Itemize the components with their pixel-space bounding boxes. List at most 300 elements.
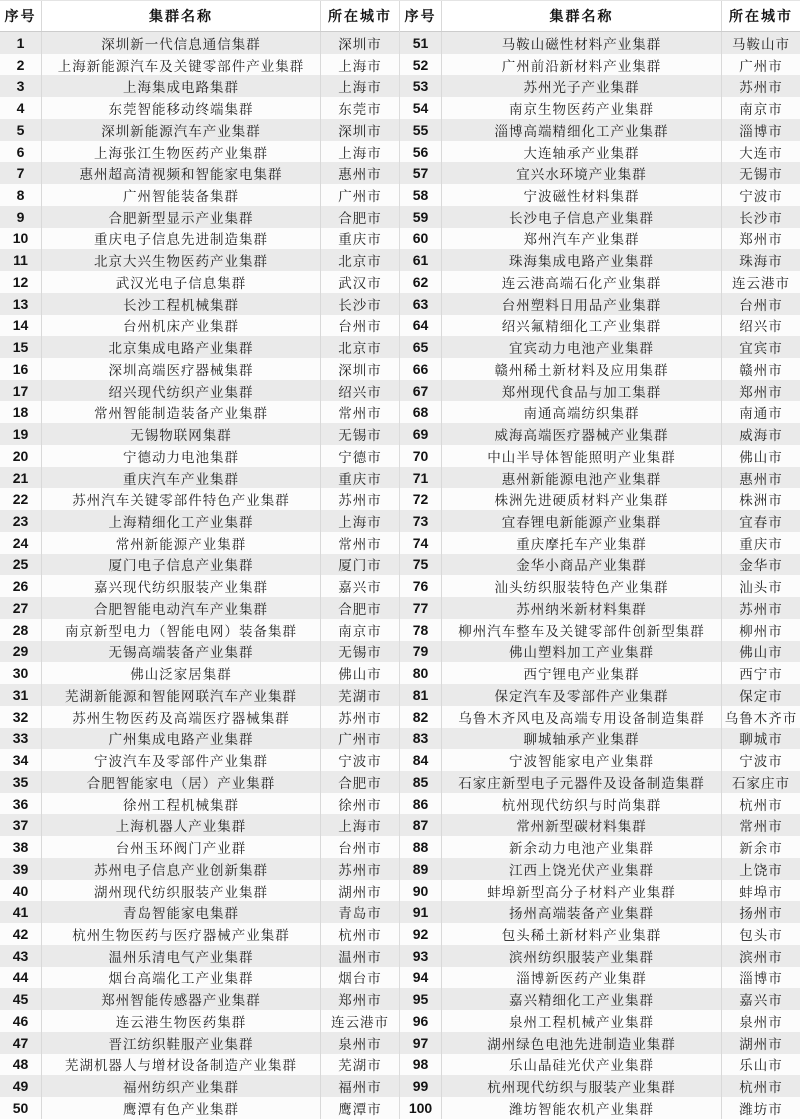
city-cell: 苏州市 [739,601,783,618]
table-row [400,858,800,880]
cluster-name-cell: 杭州现代纺织与时尚集群 [442,793,722,815]
cluster-name-cell: 徐州工程机械集群 [42,793,321,815]
table-row [0,771,399,793]
row-index-cell: 73 [400,510,442,532]
row-index-cell: 96 [400,1010,442,1032]
table-row [0,162,399,184]
cluster-name-cell: 上海集成电路集群 [42,75,321,97]
table-left-body [0,32,399,1119]
table-row [0,1032,399,1054]
cluster-name-cell: 郑州现代食品与加工集群 [442,380,722,402]
row-index-cell: 10 [0,228,42,250]
row-index-cell: 52 [400,54,442,76]
city-cell: 上海市 [338,58,382,75]
table-row [400,793,800,815]
cluster-name-cell: 大连轴承产业集群 [442,141,722,163]
cluster-name-cell: 广州前沿新材料产业集群 [442,54,722,76]
table-row [400,575,800,597]
table-row [0,249,399,271]
table-row [0,901,399,923]
city-cell: 聊城市 [739,732,783,749]
row-index-cell: 29 [0,641,42,663]
row-index-cell: 59 [400,206,442,228]
table-row [0,706,399,728]
table-row [0,423,399,445]
table-row [400,771,800,793]
row-index-cell: 93 [400,945,442,967]
cluster-name-cell: 深圳高端医疗器械集群 [42,358,321,380]
row-index-cell: 7 [0,162,42,184]
cluster-name-cell: 苏州生物医药及高端医疗器械集群 [42,706,321,728]
city-cell: 常州市 [338,406,382,423]
row-index-cell: 1 [0,32,42,54]
row-index-cell: 57 [400,162,442,184]
table-row [400,684,800,706]
cluster-name-cell: 南京生物医药产业集群 [442,97,722,119]
row-index-cell: 74 [400,532,442,554]
cluster-name-cell: 保定汽车及零部件产业集群 [442,684,722,706]
row-index-cell: 19 [0,423,42,445]
city-cell: 惠州市 [739,471,783,488]
cluster-name-cell: 重庆电子信息先进制造集群 [42,228,321,250]
cluster-name-cell: 无锡物联网集群 [42,423,321,445]
cluster-name-cell: 嘉兴精细化工产业集群 [442,988,722,1010]
row-index-cell: 91 [400,901,442,923]
cluster-name-cell: 苏州汽车关键零部件特色产业集群 [42,488,321,510]
column-header-cluster-name: 集群名称 [442,1,722,31]
row-index-cell: 64 [400,315,442,337]
row-index-cell: 86 [400,793,442,815]
row-index-cell: 82 [400,706,442,728]
city-cell: 上饶市 [739,862,783,879]
city-cell: 杭州市 [739,797,783,814]
cluster-name-cell: 北京大兴生物医药产业集群 [42,249,321,271]
city-cell: 宁波市 [739,754,783,771]
row-index-cell: 46 [0,1010,42,1032]
table-row [0,184,399,206]
row-index-cell: 11 [0,249,42,271]
city-cell: 温州市 [338,949,382,966]
table-row [0,206,399,228]
row-index-cell: 48 [0,1054,42,1076]
cluster-name-cell: 石家庄新型电子元器件及设备制造集群 [442,771,722,793]
cluster-name-cell: 苏州电子信息产业创新集群 [42,858,321,880]
cluster-name-cell: 宜兴水环境产业集群 [442,162,722,184]
cluster-name-cell: 赣州稀土新材料及应用集群 [442,358,722,380]
row-index-cell: 84 [400,749,442,771]
city-cell: 烟台市 [338,971,382,988]
cluster-name-cell: 佛山塑料加工产业集群 [442,641,722,663]
row-index-cell: 90 [400,880,442,902]
city-cell: 鹰潭市 [338,1101,382,1118]
city-cell: 乐山市 [739,1058,783,1075]
city-cell: 珠海市 [739,254,783,271]
table-row [400,162,800,184]
city-cell: 合肥市 [338,775,382,792]
column-header-city: 所在城市 [729,9,793,25]
table-row [0,684,399,706]
city-cell: 淄博市 [739,123,783,140]
city-cell: 南京市 [338,623,382,640]
cluster-name-cell: 马鞍山磁性材料产业集群 [442,32,722,54]
table-row [0,228,399,250]
table-row [0,662,399,684]
cluster-name-cell: 青岛智能家电集群 [42,901,321,923]
row-index-cell: 100 [400,1097,442,1119]
table-row [400,32,800,54]
table-row [0,97,399,119]
cluster-name-cell: 晋江纺织鞋服产业集群 [42,1032,321,1054]
table-row [400,423,800,445]
row-index-cell: 58 [400,184,442,206]
city-cell: 佛山市 [739,449,783,466]
row-index-cell: 81 [400,684,442,706]
city-cell: 广州市 [338,189,382,205]
row-index-cell: 49 [0,1075,42,1097]
column-header-index: 序号 [400,1,442,31]
cluster-name-cell: 杭州现代纺织与服装产业集群 [442,1075,722,1097]
table-row [0,271,399,293]
city-cell: 嘉兴市 [338,580,382,597]
table-row [0,554,399,576]
cluster-name-cell: 柳州汽车整车及关键零部件创新型集群 [442,619,722,641]
city-cell: 台州市 [338,841,382,858]
cluster-name-cell: 宁波磁性材料集群 [442,184,722,206]
row-index-cell: 89 [400,858,442,880]
table-row [0,293,399,315]
city-cell: 郑州市 [739,384,783,401]
table-row [400,1075,800,1097]
city-cell: 东莞市 [338,102,382,119]
cluster-name-cell: 常州新能源产业集群 [42,532,321,554]
cluster-name-cell: 台州机床产业集群 [42,315,321,337]
cluster-name-cell: 汕头纺织服装特色产业集群 [442,575,722,597]
column-header-cluster-name: 集群名称 [42,1,321,31]
row-index-cell: 23 [0,510,42,532]
table-row [400,249,800,271]
row-index-cell: 55 [400,119,442,141]
table-row [400,510,800,532]
row-index-cell: 70 [400,445,442,467]
city-cell: 南京市 [739,102,783,119]
row-index-cell: 18 [0,401,42,423]
table-row [400,1010,800,1032]
table-row [400,641,800,663]
city-cell: 北京市 [338,254,382,271]
cluster-name-cell: 郑州汽车产业集群 [442,228,722,250]
row-index-cell: 9 [0,206,42,228]
row-index-cell: 37 [0,814,42,836]
table-row [0,488,399,510]
table-row [400,293,800,315]
cluster-name-cell: 宜春锂电新能源产业集群 [442,510,722,532]
table-row [0,75,399,97]
row-index-cell: 36 [0,793,42,815]
row-index-cell: 3 [0,75,42,97]
city-cell: 杭州市 [338,927,382,944]
cluster-name-cell: 惠州新能源电池产业集群 [442,467,722,489]
cluster-name-cell: 常州新型碳材料集群 [442,814,722,836]
cluster-name-cell: 深圳新一代信息通信集群 [42,32,321,54]
city-cell: 常州市 [739,819,783,836]
row-index-cell: 50 [0,1097,42,1119]
table-row [400,554,800,576]
row-index-cell: 25 [0,554,42,576]
city-cell: 上海市 [338,145,382,162]
city-cell: 大连市 [739,145,783,162]
row-index-cell: 16 [0,358,42,380]
table-row [0,1010,399,1032]
cluster-name-cell: 长沙电子信息产业集群 [442,206,722,228]
table-row [0,1097,399,1119]
row-index-cell: 24 [0,532,42,554]
city-cell: 重庆市 [739,536,783,553]
row-index-cell: 33 [0,728,42,750]
row-index-cell: 85 [400,771,442,793]
row-index-cell: 97 [400,1032,442,1054]
table-row [400,901,800,923]
row-index-cell: 67 [400,380,442,402]
cluster-name-cell: 株洲先进硬质材料产业集群 [442,488,722,510]
row-index-cell: 27 [0,597,42,619]
city-cell: 金华市 [739,558,783,575]
table-row [400,75,800,97]
row-index-cell: 34 [0,749,42,771]
city-cell: 连云港市 [732,275,790,292]
city-cell: 新余市 [739,841,783,858]
city-cell: 广州市 [338,732,382,749]
row-index-cell: 95 [400,988,442,1010]
row-index-cell: 39 [0,858,42,880]
table-row [0,619,399,641]
city-cell: 深圳市 [338,123,382,140]
row-index-cell: 75 [400,554,442,576]
city-cell: 杭州市 [739,1080,783,1097]
city-cell: 郑州市 [338,993,382,1010]
row-index-cell: 8 [0,184,42,206]
city-cell: 南通市 [739,406,783,423]
row-index-cell: 17 [0,380,42,402]
row-index-cell: 65 [400,336,442,358]
table-row [0,836,399,858]
cluster-name-cell: 东莞智能移动终端集群 [42,97,321,119]
city-cell: 宁德市 [338,449,382,466]
city-cell: 宁波市 [739,189,783,205]
cluster-name-cell: 上海机器人产业集群 [42,814,321,836]
table-row [400,1032,800,1054]
city-cell: 苏州市 [338,710,382,727]
cluster-name-cell: 淄博新医药产业集群 [442,967,722,989]
cluster-name-cell: 嘉兴现代纺织服装产业集群 [42,575,321,597]
city-cell: 徐州市 [338,797,382,814]
cluster-name-cell: 武汉光电子信息集群 [42,271,321,293]
table-row [400,706,800,728]
cluster-name-cell: 惠州超高清视频和智能家电集群 [42,162,321,184]
row-index-cell: 78 [400,619,442,641]
city-cell: 绍兴市 [739,319,783,336]
city-cell: 苏州市 [739,80,783,97]
cluster-name-cell: 泉州工程机械产业集群 [442,1010,722,1032]
table-row [400,228,800,250]
cluster-name-cell: 台州玉环阀门产业群 [42,836,321,858]
row-index-cell: 71 [400,467,442,489]
cluster-name-cell: 常州智能制造装备产业集群 [42,401,321,423]
cluster-name-cell: 苏州纳米新材料集群 [442,597,722,619]
row-index-cell: 62 [400,271,442,293]
row-index-cell: 47 [0,1032,42,1054]
table-row [0,401,399,423]
row-index-cell: 80 [400,662,442,684]
city-cell: 无锡市 [338,645,382,662]
column-header-city: 所在城市 [328,9,392,25]
cluster-name-cell: 上海精细化工产业集群 [42,510,321,532]
table-row [0,141,399,163]
city-cell: 惠州市 [338,167,382,184]
cluster-name-cell: 包头稀土新材料产业集群 [442,923,722,945]
table-row [400,141,800,163]
cluster-name-cell: 聊城轴承产业集群 [442,728,722,750]
cluster-name-cell: 西宁锂电产业集群 [442,662,722,684]
table-row [400,97,800,119]
table-row [0,880,399,902]
table-row [0,945,399,967]
table-row [0,532,399,554]
city-cell: 合肥市 [338,210,382,227]
city-cell: 福州市 [338,1080,382,1097]
row-index-cell: 53 [400,75,442,97]
table-row [400,662,800,684]
city-cell: 重庆市 [338,471,382,488]
row-index-cell: 54 [400,97,442,119]
city-cell: 赣州市 [739,362,783,379]
row-index-cell: 66 [400,358,442,380]
row-index-cell: 2 [0,54,42,76]
table-row [0,858,399,880]
cluster-name-cell: 湖州现代纺织服装产业集群 [42,880,321,902]
row-index-cell: 51 [400,32,442,54]
city-cell: 潍坊市 [739,1101,783,1118]
city-cell: 泉州市 [338,1036,382,1053]
row-index-cell: 26 [0,575,42,597]
city-cell: 绍兴市 [338,384,382,401]
table-row [0,967,399,989]
cluster-name-cell: 滨州纺织服装产业集群 [442,945,722,967]
row-index-cell: 13 [0,293,42,315]
cluster-name-cell: 宁德动力电池集群 [42,445,321,467]
cluster-name-cell: 威海高端医疗器械产业集群 [442,423,722,445]
table-row [400,380,800,402]
table-row [400,488,800,510]
city-cell: 深圳市 [338,36,382,53]
city-cell: 北京市 [338,341,382,358]
row-index-cell: 42 [0,923,42,945]
cluster-name-cell: 福州纺织产业集群 [42,1075,321,1097]
row-index-cell: 77 [400,597,442,619]
city-cell: 上海市 [338,819,382,836]
city-cell: 郑州市 [739,232,783,249]
cluster-name-cell: 珠海集成电路产业集群 [442,249,722,271]
cluster-name-cell: 乌鲁木齐风电及高端专用设备制造集群 [442,706,722,728]
row-index-cell: 63 [400,293,442,315]
cluster-name-cell: 合肥智能家电（居）产业集群 [42,771,321,793]
city-cell: 青岛市 [338,906,382,923]
city-cell: 长沙市 [739,210,783,227]
city-cell: 滨州市 [739,949,783,966]
city-cell: 上海市 [338,80,382,97]
row-index-cell: 31 [0,684,42,706]
city-cell: 宜春市 [739,515,783,532]
row-index-cell: 30 [0,662,42,684]
city-cell: 常州市 [338,536,382,553]
city-cell: 台州市 [338,319,382,336]
row-index-cell: 32 [0,706,42,728]
row-index-cell: 88 [400,836,442,858]
city-cell: 泉州市 [739,1014,783,1031]
table-row [400,923,800,945]
row-index-cell: 43 [0,945,42,967]
city-cell: 柳州市 [739,623,783,640]
row-index-cell: 45 [0,988,42,1010]
row-index-cell: 60 [400,228,442,250]
table-row [400,401,800,423]
table-row [0,641,399,663]
city-cell: 武汉市 [338,275,382,292]
city-cell: 扬州市 [739,906,783,923]
cluster-name-cell: 广州智能装备集群 [42,184,321,206]
cluster-name-cell: 深圳新能源汽车产业集群 [42,119,321,141]
cluster-name-cell: 苏州光子产业集群 [442,75,722,97]
table-row [0,597,399,619]
table-row [400,315,800,337]
city-cell: 乌鲁木齐市 [724,710,798,727]
row-index-cell: 87 [400,814,442,836]
city-cell: 厦门市 [338,558,382,575]
city-cell: 汕头市 [739,580,783,597]
row-index-cell: 5 [0,119,42,141]
table-row [0,814,399,836]
cluster-name-cell: 重庆摩托车产业集群 [442,532,722,554]
table-row [400,119,800,141]
table-row [400,814,800,836]
cluster-name-cell: 绍兴现代纺织产业集群 [42,380,321,402]
cluster-name-cell: 郑州智能传感器产业集群 [42,988,321,1010]
cluster-name-cell: 宁波智能家电产业集群 [442,749,722,771]
city-cell: 淄博市 [739,971,783,988]
table-row [400,880,800,902]
cluster-name-cell: 台州塑料日用品产业集群 [442,293,722,315]
row-index-cell: 69 [400,423,442,445]
cluster-name-cell: 潍坊智能农机产业集群 [442,1097,722,1119]
cluster-name-cell: 广州集成电路产业集群 [42,728,321,750]
cluster-name-cell: 蚌埠新型高分子材料产业集群 [442,880,722,902]
cluster-name-cell: 扬州高端装备产业集群 [442,901,722,923]
row-index-cell: 98 [400,1054,442,1076]
table-row [400,619,800,641]
table-row [400,184,800,206]
table-row [0,336,399,358]
city-cell: 无锡市 [739,167,783,184]
cluster-name-cell: 佛山泛家居集群 [42,662,321,684]
city-cell: 无锡市 [338,428,382,445]
table-row [400,1097,800,1119]
city-cell: 嘉兴市 [739,993,783,1010]
cluster-name-cell: 上海新能源汽车及关键零部件产业集群 [42,54,321,76]
cluster-name-cell: 合肥新型显示产业集群 [42,206,321,228]
city-cell: 佛山市 [338,667,382,684]
city-cell: 保定市 [739,688,783,705]
table-row [0,358,399,380]
city-cell: 宁波市 [338,754,382,771]
